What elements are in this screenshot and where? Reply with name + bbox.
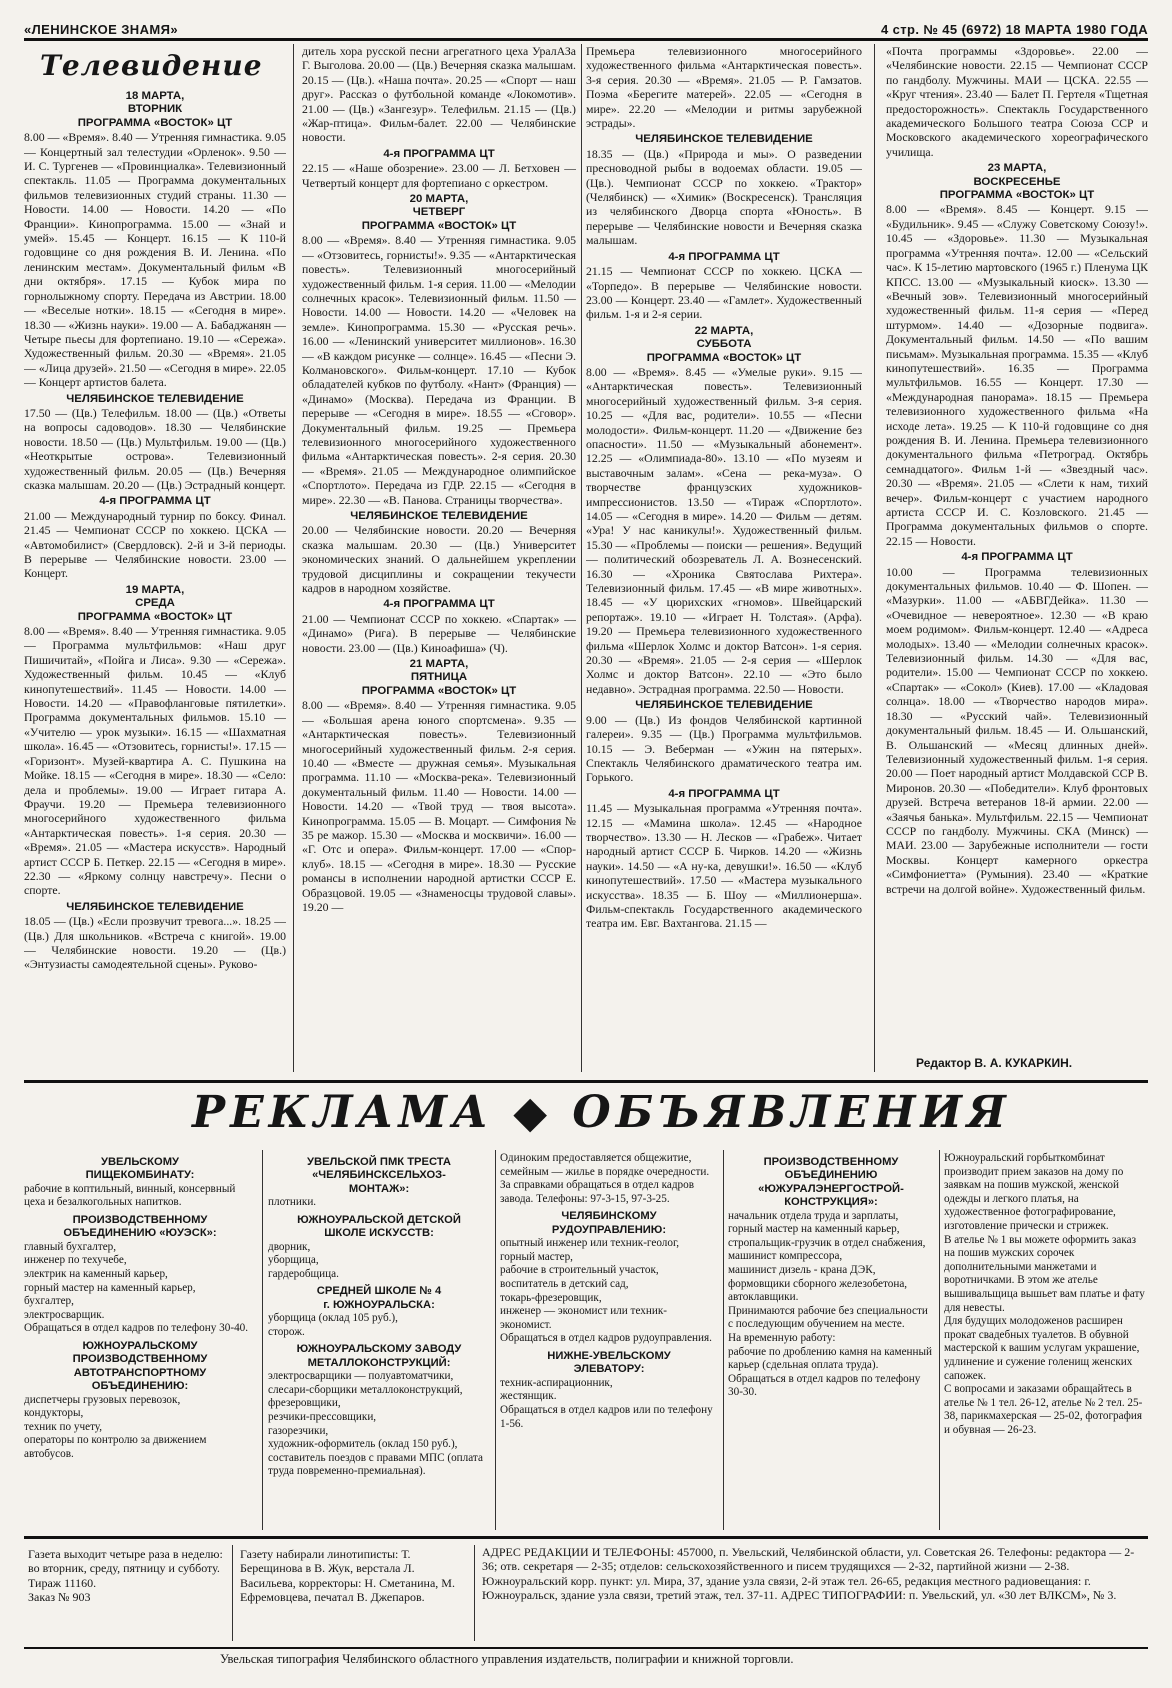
staff-credits: Газету набирали линотиписты: Т. Берещинова в В. Жук, верстала Л. Васильева, корректоры: Н. Сметанина, М. Ефремовцева, печатал В. Джепаров. (240, 1547, 455, 1605)
section-heading: ПРОИЗВОДСТВЕННОМУ ОБЪЕДИНЕНИЮ «ЮЖУРАЛЭНЕРГОСТРОЙ- КОНСТРУКЦИЯ»: (758, 1156, 904, 1209)
program-listing: 21.00 — Международный турнир по боксу. Финал. 21.45 — Чемпионат СССР по хоккею. ЦСКА — «Автомобилист» (Свердловск). 2-й и 3-й периоды. В перерыве — Челябинские новости. 23.00 — Концерт. (24, 508, 286, 581)
ad-text: главный бухгалтер, инженер по техучебе, электрик на каменный карьер, горный мастер на каменный карьер, бухгалтер, электросварщик. Обращаться в отдел кадров по телефону 30-40. (24, 1240, 249, 1335)
program-listing: 8.00 — «Время». 8.45 — Концерт. 9.15 — «Будильник». 9.45 — «Служу Советскому Союзу!». 10.45 — «Здоровье». 11.30 — Музыкальная программа «Утренняя почта». 12.00 — «Сельский час». К 15-летию мартовского (1965 г.) Пленума ЦК КПСС. 13.00 — «Музыкальный киоск». 13.30 — «Вечный зов». Телевизионный многосерийный художественный фильм. 11-я серия — «Перед штурмом». 14.40 — «Дозорные подвига». Документальный фильм. 14.50 — «По вашим письмам». Музыкальная программа. 15.35 — «Клуб кинопутешествий». 16.35 — Программа мультфильмов. 16.55 — Концерт. 17.30 — «Международная панорама». 18.15 — Премьера телевизионного художественного фильма «На исходе лета». 19.25 — К 110-й годовщине со дня рождения В. И. Ленина. Премьера телевизионного документального фильма «Петроград. Октябрь семнадцатого». Фильм 1-й — «Звездный час». 20.30 — «Время». 21.05 — «Слети к нам, тихий вечер». Фильм-концерт с участием народного артиста СССР И. С. Козловского. 21.45 — Программа документальных фильмов о спорте. 22.15 — Новости. (886, 202, 1148, 548)
section-heading: УВЕЛЬСКОМУ ПИЩЕКОМБИНАТУ: (85, 1156, 195, 1182)
section-heading: ЧЕЛЯБИНСКОМУ РУДОУПРАВЛЕНИЮ: (551, 1210, 667, 1236)
ads-title: РЕКЛАМА ◆ ОБЪЯВЛЕНИЯ (192, 1087, 1011, 1138)
program-listing: 18.35 — (Цв.) «Природа и мы». О разведении пресноводной рыбы в водоемах области. 19.05 — (Цв.). Чемпионат СССР по хоккею. «Трактор» (Челябинск) — «Химик» (Воскресенск). Трансляция из челябинского Дворца спорта «Юность». В перерыве — Челябинские новости и Вечерняя сказка малышам. (586, 146, 862, 248)
section-heading: 18 МАРТА, ВТОРНИК ПРОГРАММА «ВОСТОК» ЦТ (77, 90, 233, 129)
program-listing: 21.00 — Чемпионат СССР по хоккею. «Спартак» — «Динамо» (Рига). В перерыве — Челябинские новости. 23.00 — (Цв.) Киноафиша» (Ч). (302, 611, 576, 655)
imprint (24, 1536, 1148, 1649)
program-listing: Премьера телевизионного многосерийного художественного фильма «Антарктическая повесть». 3-я серия. 20.30 — «Время». 21.05 — Р. Гамзатов. Поэма «Берегите матерей». 22.05 — «Сегодня в мире». 22.20 — «Мелодии и ритмы зарубежной эстрады». (586, 44, 862, 131)
column-divider (495, 1150, 496, 1530)
section-heading: 22 МАРТА, СУББОТА ПРОГРАММА «ВОСТОК» ЦТ (646, 324, 802, 364)
ad-text: диспетчеры грузовых перевозок, кондукторы, техник по учету, операторы по контролю за движением автобусов. (24, 1393, 207, 1460)
paper-name: «ЛЕНИНСКОЕ ЗНАМЯ» (24, 22, 178, 37)
ad-column-3 (500, 1152, 718, 1532)
program-listing: 21.15 — Чемпионат СССР по хоккею. ЦСКА — «Торпедо». В перерыве — Челябинские новости. 23.00 — Концерт. 23.40 — «Гамлет». Художественный фильм. 1-я и 2-я серии. (586, 264, 862, 322)
tv-section-title: Телевидение (40, 49, 263, 82)
ad-text: рабочие в коптильный, винный, консервный цеха и безалкогольных напитков. (24, 1182, 236, 1209)
section-heading: 20 МАРТА, ЧЕТВЕРГ ПРОГРАММА «ВОСТОК» ЦТ (361, 193, 517, 232)
section-heading: 23 МАРТА, ВОСКРЕСЕНЬЕ ПРОГРАММА «ВОСТОК» ЦТ (939, 162, 1095, 202)
ad-text: техник-аспирационник, жестянщик. Обращаться в отдел кадров или по телефону 1-56. (500, 1376, 713, 1430)
section-heading: 4-я ПРОГРАММА ЦТ (961, 551, 1073, 564)
program-listing: 20.00 — Челябинские новости. 20.20 — Вечерняя сказка малышам. 20.30 — (Цв.) Университет экономических знаний. О дальнейшем укреплении трудовой дисциплины и сокращении текучести кадров в народном хозяйстве. (302, 523, 576, 596)
ad-text: опытный инженер или техник-геолог, горный мастер, рабочие в строительный участок, воспитатель в детский сад, токарь-фрезеровщик, инженер — экономист или техник-экономист. Обращаться в отдел кадров рудоуправления. (500, 1237, 712, 1345)
section-heading: 19 МАРТА, СРЕДА ПРОГРАММА «ВОСТОК» ЦТ (77, 583, 233, 623)
section-heading: 4-я ПРОГРАММА ЦТ (668, 250, 780, 263)
editorial-address: АДРЕС РЕДАКЦИИ И ТЕЛЕФОНЫ: 457000, п. Увельский, Челябинской области, ул. Советская 26. Телефоны: редактора — 2-36; отв. секретаря — 2-35; отделов: сельскохозяйственного и писем трудящихся — 2-32, партийной жизни — 2-38. Южноуральский корр. пункт: ул. Мира, 37, здание узла связи, 2-й этаж тел. 26-65, редакция местного радиовещания: г. Южноуральск, здание узла связи, третий этаж, тел. 37-11. АДРЕС ТИПОГРАФИИ: п. Увельский, ул. «30 лет ВЛКСМ», № 3. (482, 1545, 1135, 1603)
program-listing: 8.00 — «Время». 8.40 — Утренняя гимнастика. 9.05 — «Большая арена юного спортсмена». 9.35 — «Антарктическая повесть». Телевизионный многосерийный художественный фильм. 2-я серия. 10.40 — «Вместе — дружная семья». Музыкальная программа. 11.10 — «Москва-река». Телевизионный документальный фильм. 11.40 — Новости. 14.00 — Новости. 14.20 — «Твой труд — твоя высота». Кинопрограмма. 15.05 — В. Моцарт. — Симфония № 35 ре мажор. 15.30 — «Москва и москвичи». 16.00 — «Г. Отс и опера». Фильм-концерт. 17.00 — «Спор-клуб». 18.15 — «Сегодня в мире». 18.30 — Русские романсы в исполнении народной артистки СССР Е. Образцовой. 19.05 — «Знаменосцы трудовой славы». 19.20 — (302, 698, 576, 914)
program-listing: «Почта программы «Здоровье». 22.00 — «Челябинские новости. 22.15 — Чемпионат СССР по гандболу. Мужчины. МАИ — ЦСКА. 22.55 — «Круг чтения». 23.40 — Балет П. Гертеля «Тщетная предосторожность». Спектакль Государственного академического Большого театра Союза ССР и Московского академического хореографического училища. (886, 44, 1148, 159)
section-heading: 21 МАРТА, ПЯТНИЦА ПРОГРАММА «ВОСТОК» ЦТ (361, 658, 517, 697)
ad-text: Одиноким предоставляется общежитие, семейным — жилье в порядке очередности. За справками обращаться в отдел кадров завода. Телефоны: 97-3-15, 97-3-25. (500, 1152, 710, 1205)
tv-column-4 (886, 44, 1148, 1048)
program-listing: 17.50 — (Цв.) Телефильм. 18.00 — (Цв.) «Ответы на вопросы садоводов». 18.30 — Челябинские новости. 18.50 — (Цв.) Мультфильм. 19.00 — (Цв.) «Неоткрытые острова». Телевизионный художественный фильм. 20.05 — (Цв.) Вечерняя сказка малышам. 20.20 — (Цв.) Эстрадный концерт. (24, 405, 286, 492)
printer-credit: Увельская типография Челябинского областного управления издательств, полиграфии и книжной торговли. (220, 1652, 794, 1666)
issue-info: 4 стр. № 45 (6972) 18 МАРТА 1980 ГОДА (881, 22, 1148, 37)
column-divider (723, 1150, 724, 1530)
column-divider (232, 1545, 233, 1641)
program-listing: 11.45 — Музыкальная программа «Утренняя почта». 12.15 — «Мамина школа». 12.45 — «Народное творчество». 13.30 — Н. Лесков — «Грабеж». Читает народный артист СССР Б. Чирков. 14.20 — «Жизнь науки». 14.50 — «А ну-ка, девушки!». 16.50 — «Клуб кинопутешествий». 17.50 — «Мастера музыкального искусства». 18.35 — Б. Шоу — «Миллионерша». Фильм-спектакль Государственного академического театра им. Евг. Вахтангова. 21.15 — (586, 801, 862, 931)
ads-banner (24, 1080, 1148, 1143)
section-heading: ЧЕЛЯБИНСКОЕ ТЕЛЕВИДЕНИЕ (635, 133, 813, 146)
section-heading: НИЖНЕ-УВЕЛЬСКОМУ ЭЛЕВАТОРУ: (547, 1349, 671, 1376)
tv-column-2 (302, 44, 576, 1072)
program-listing: дитель хора русской песни агрегатного цеха УралАЗа Г. Выголова. 20.00 — (Цв.) Вечерняя сказка малышам. 20.15 — (Цв.). «Наша почта». 20.25 — «Спорт — наш друг». Рассказ о футбольной команде «Локомотив». 21.00 — (Цв.) «Зангезур». Телефильм. 21.15 — (Цв.) «Жар-птица». Фильм-балет. 22.00 — Челябинские новости. (302, 44, 576, 145)
ad-text: электросварщики — полуавтоматчики, слесари-сборщики металлоконструкций, фрезеровщики, резчики-прессовщики, газорезчики, художник-оформитель (оклад 150 руб.), составитель поездов с правами МПС (оплата труда повременно-премиальная). (268, 1370, 483, 1478)
section-heading: ЧЕЛЯБИНСКОЕ ТЕЛЕВИДЕНИЕ (66, 392, 244, 405)
program-listing: 10.00 — Программа телевизионных документальных фильмов. 10.40 — Ф. Шопен. — «Мазурки». 11.00 — «АБВГДейка». 11.30 — «Очевидное — невероятное». 12.30 — «В краю моем родимом». Фильм-концерт. 12.40 — «Адреса молодых». 13.40 — «Мелодии солнечных красок». Телевизионный фильм. 14.30 — «Для вас, родители». 15.00 — Чемпионат СССР по хоккею. «Спартак» — «Сокол» (Киев). 17.00 — «Кладовая солнца». 18.00 — «Творчество народов мира». 18.30 — «Русский чай». Телевизионный документальный фильм. 18.45 — И. Ольшанский, В. Ольшанский — «Месяц длинных дней». Телевизионный художественный фильм. 1-я серия. 20.00 — Поет народный артист Молдавской ССР В. Миронов. 20.30 — «Победители». Клуб фронтовых друзей. Встреча ветеранов 18-й армии. 22.00 — «Заячья банька». Мультфильм. 22.15 — Чемпионат СССР по гандболу. Мужчины. СКА (Минск) — МАИ. 23.00 — Зарубежные исполнители — гости Москвы. Концерт камерного оркестра «Симфониетта» (Румыния). 23.40 — «Краткие встречи на долгой войне». Художественный фильм. (886, 564, 1148, 896)
section-heading: 4-я ПРОГРАММА ЦТ (383, 147, 495, 160)
ad-text: дворник, уборщица, гардеробщица. (268, 1240, 339, 1280)
editor-credit: Редактор В. А. КУКАРКИН. (916, 1056, 1073, 1070)
column-divider (939, 1150, 940, 1530)
section-heading: ЮЖНОУРАЛЬСКОМУ ЗАВОДУ МЕТАЛЛОКОНСТРУКЦИЙ: (296, 1343, 462, 1369)
ad-text: начальник отдела труда и зарплаты, горный мастер на каменный карьер, стропальщик-грузчик в отдел снабжения, машинист компрессора, машинист дизель - крана ДЭК, формовщики сборного железобетона, автоклавщики. Принимаются рабочие без специальности с последующим обучением на месте. На временную работу: рабочие по дроблению камня на каменный карьер (сдельная оплата труда). Обращаться в отдел кадров по телефону 30-30. (728, 1209, 933, 1399)
section-heading: ЧЕЛЯБИНСКОЕ ТЕЛЕВИДЕНИЕ (350, 510, 528, 522)
ad-text: Южноуральский горбыткомбинат производит прием заказов на дому по заявкам на пошив мужской, женской одежды и легкого платья, на художественное фотографирование, изготовление прически и стрижек. В ателье № 1 вы можете оформить заказ на пошив мужских сорочек дополнительными манжетами и воротничками. В этом же ателье вышивальщица вышьет вам платье и фату для невесты. Для будущих молодоженов расширен прокат свадебных туалетов. В обувной мастерской к вашим услугам украшение, удлинение и сужение голенищ женских сапожек. С вопросами и заказами обращайтесь в ателье № 1 тел. 26-12, ателье № 2 тел. 25-38, парикмахерская — 25-02, фотография и обувная — 26-23. (944, 1152, 1145, 1436)
publication-schedule: Газета выходит четыре раза в неделю: во вторник, среду, пятницу и субботу. Тираж 11160. Заказ № 903 (28, 1547, 223, 1605)
program-listing: 22.15 — «Наше обозрение». 23.00 — Л. Бетховен — Четвертый концерт для фортепиано с оркестром. (302, 161, 576, 190)
program-listing: 8.00 — «Время». 8.40 — Утренняя гимнастика. 9.05 — Программа мультфильмов: «Наш друг Пишичитай», «Пойга и Лиса». 9.30 — «Сережа». Художественный фильм. 10.45 — «Клуб кинопутешествий». 11.45 — Новости. 14.00 — Новости. 14.20 — «Правофланговые пятилетки». Программа документальных фильмов. 15.10 — «Учителю — урок музыки». 16.15 — «Шахматная школа». 16.45 — «Отзовитесь, горнисты!». 17.15 — «Горизонт». Музей-квартира А. С. Пушкина на Мойке. 18.15 — «Сегодня в мире». 18.30 — «Село: дела и проблемы». 19.00 — Играет гитара А. Фраучи. 19.20 — Премьера телевизионного многосерийного художественного фильма «Антарктическая повесть». 1-я серия. 20.30 — «Время». 21.05 — «Мастера искусств». Народный артист СССР Б. Петкер. 22.15 — «Сегодня в мире». 22.30 — «Яркому солнцу навстречу». Песни о спорте. (24, 624, 286, 898)
program-listing: 9.00 — (Цв.) Из фондов Челябинской картинной галереи». 9.35 — (Цв.) Программа мультфильмов. 10.15 — Э. Веберман — «Ужин на пятерых». Спектакль Челябинского драматического театра им. Горького. (586, 712, 862, 785)
section-heading: 4-я ПРОГРАММА ЦТ (668, 787, 780, 800)
section-heading: ЮЖНОУРАЛЬСКОЙ ДЕТСКОЙ ШКОЛЕ ИСКУССТВ: (297, 1213, 461, 1240)
tv-column-3 (586, 44, 862, 1072)
column-divider (874, 44, 875, 1072)
section-heading: 4-я ПРОГРАММА ЦТ (99, 495, 211, 508)
ad-text: уборщица (оклад 105 руб.), сторож. (268, 1312, 398, 1338)
section-heading: ПРОИЗВОДСТВЕННОМУ ОБЪЕДИНЕНИЮ «ЮУЭСК»: (63, 1214, 217, 1240)
masthead (24, 22, 1148, 41)
ad-column-1 (24, 1152, 256, 1532)
section-heading: ЧЕЛЯБИНСКОЕ ТЕЛЕВИДЕНИЕ (66, 900, 244, 913)
section-heading: 4-я ПРОГРАММА ЦТ (383, 598, 495, 611)
ad-column-4 (728, 1152, 934, 1532)
ad-column-2 (268, 1152, 490, 1532)
program-listing: 8.00 — «Время». 8.45 — «Умелые руки». 9.15 — «Антарктическая повесть». Телевизионный многосерийный художественный фильм. 3-я серия. 10.25 — «Для вас, родители». 10.55 — «Песни молодости». Фильм-концерт. 11.20 — «Движение без опасности». 11.50 — «Музыкальный абонемент». 12.25 — «Олимпиада-80». 13.10 — «По музеям и выставочным залам». «Сена — река-муза». О творчестве французских художников-импрессионистов. 13.50 — «Тираж «Спортлото». 14.05 — «Сегодня в мире». 14.20 — Фильм — детям. «Ура! У нас каникулы!». Художественный фильм. 15.30 — «Проблемы — поиски — решения». Ведущий — политический обозреватель Л. А. Вознесенский. 16.30 — «Хроника Святослава Рихтера». Телевизионный фильм. 17.45 — «В мире животных». 18.45 — «У цюрихских «гномов». Швейцарский репортаж». 19.10 — «Играет Н. Толстая». (Арфа). 19.20 — Премьера телевизионного художественного фильма «Шерлок Холмс и доктор Ватсон». 1-я серия. 20.30 — «Время». 21.05 — 2-я серия — «Шерлок Холмс и доктор Ватсон». 22.10 — «Это было недавно». Эстрадная программа. 22.50 — Новости. (586, 364, 862, 696)
column-divider (581, 44, 582, 1072)
column-divider (474, 1545, 475, 1641)
tv-column-1 (24, 44, 286, 1072)
column-divider (293, 44, 294, 1072)
program-listing: 8.00 — «Время». 8.40 — Утренняя гимнастика. 9.05 — «Отзовитесь, горнисты!». 9.35 — «Антарктическая повесть». Телевизионный многосерийный художественный фильм. 1-я серия. 11.00 — «Мелодии солнечных красок». Телевизионный фильм. 11.50 — Новости. 14.00 — Новости. 14.20 — «Человек на земле». Кинопрограмма. 15.30 — «Русская речь». 16.00 — «Ленинский университет миллионов». 16.30 — «В каждом рисунке — солнце». 16.45 — «Песни Э. Колмановского». Фильм-концерт. 17.10 — Кубок обладателей кубков по футболу. «Нант» (Франция) — «Динамо» (Москва). Передача из Франции. В перерыве — «Сегодня в мире». 18.55 — «Сговор». Документальный фильм. 19.25 — Премьера телевизионного многосерийного художественного фильма «Антарктическая повесть». 2-я серия. 20.30 — «Время». 21.05 — Международное олимпийское «Спортлото». Передача из ГДР. 22.15 — «Сегодня в мире». 22.30 — «В. Панова. Страницы творчества». (302, 233, 576, 507)
ad-text: плотники. (268, 1196, 317, 1209)
program-listing: 8.00 — «Время». 8.40 — Утренняя гимнастика. 9.05 — Концертный зал телестудии «Орленок». 9.50 — И. С. Тургенев — «Провинциалка». Телевизионный спектакль. 11.05 — Программа документальных фильмов телевизионных студий страны. 11.30 — Новости. 14.00 — Новости. 14.20 — «По Франции». Кинопрограмма. 15.00 — «Знай и умей». 15.45 — Концерт. 16.15 — К 110-й годовщине со дня рождения В. И. Ленина. «По ленинским местам». Документальный фильм «В дни октября». 17.15 — Кубок мира по горнолыжному спорту. Передача из Австрии. 18.00 — «Веселые нотки». 18.15 — «Сегодня в мире». 18.30 — «Жизнь науки». 19.00 — А. Бабаджанян — Четыре пьесы для фортепиано. 19.10 — «Сережа». Художественный фильм. 20.30 — «Время». 21.05 — «Лица друзей». 21.50 — «Сегодня в мире». 22.05 — Концерт артистов балета. (24, 130, 286, 390)
program-listing: 18.05 — (Цв.) «Если прозвучит тревога...». 18.25 — (Цв.) Для школьников. «Встреча с книгой». 19.00 — Челябинские новости. 19.20 — (Цв.) «Энтузиасты самодеятельной сцены». Руково- (24, 914, 286, 972)
section-heading: ЮЖНОУРАЛЬСКОМУ ПРОИЗВОДСТВЕННОМУ АВТОТРАНСПОРТНОМУ ОБЪЕДИНЕНИЮ: (72, 1339, 208, 1393)
column-divider (262, 1150, 263, 1530)
section-heading: ЧЕЛЯБИНСКОЕ ТЕЛЕВИДЕНИЕ (635, 699, 813, 712)
section-heading: СРЕДНЕЙ ШКОЛЕ № 4 г. ЮЖНОУРАЛЬСКА: (316, 1285, 442, 1311)
section-heading: УВЕЛЬСКОЙ ПМК ТРЕСТА «ЧЕЛЯБИНСКСЕЛЬХОЗ- МОНТАЖ»: (307, 1156, 451, 1195)
ad-column-5 (944, 1152, 1148, 1532)
